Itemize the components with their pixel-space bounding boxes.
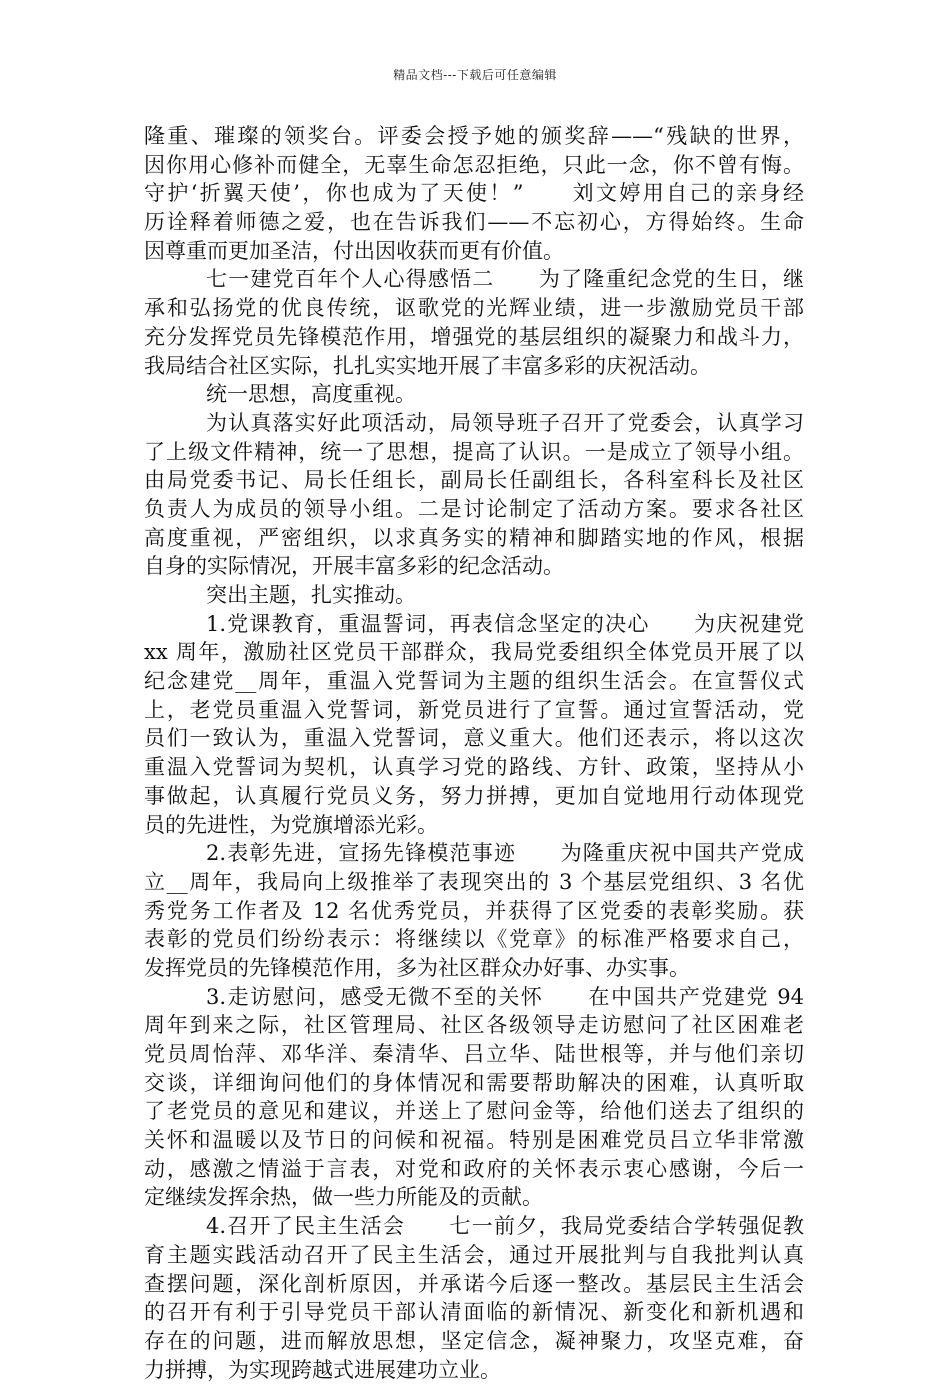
text-line: 承和弘扬党的优良传统，讴歌党的光辉业绩，进一步激励党员干部 — [144, 296, 804, 321]
text-line: 员们一致认为，重温入党誓词，意义重大。他们还表示，将以这次 — [144, 726, 804, 751]
text-line: 4.召开了民主生活会 七一前夕，我局党委结合学转强促教 — [206, 1214, 804, 1239]
text-line: 事做起，认真履行党员义务，努力拼搏，更加自觉地用行动体现党 — [144, 783, 804, 808]
text-line: 关怀和温暖以及节日的问候和祝福。特别是困难党员吕立华非常激 — [144, 1128, 804, 1153]
text-line: 立__周年，我局向上级推举了表现突出的 3 个基层党组织、3 名优 — [144, 869, 804, 894]
text-line: 查摆问题，深化剖析原因，并承诺今后逐一整改。基层民主生活会 — [144, 1271, 804, 1296]
text-line: 交谈，详细询问他们的身体情况和需要帮助解决的困难，认真听取 — [144, 1070, 804, 1095]
text-line: 了老党员的意见和建议，并送上了慰问金等，给他们送去了组织的 — [144, 1099, 804, 1124]
text-line: 3.走访慰问，感受无微不至的关怀 在中国共产党建党 94 — [206, 984, 804, 1009]
text-line: 历诠释着师德之爱，也在告诉我们——不忘初心，方得始终。生命 — [144, 210, 804, 235]
page-header: 精品文档---下载后可任意编辑 — [393, 68, 557, 82]
text-line: 隆重、璀璨的领奖台。评委会授予她的颁奖辞——“残缺的世界， — [144, 124, 804, 148]
text-line: 定继续发挥余热，做一些力所能及的贡献。 — [144, 1185, 543, 1210]
text-line: 动，感激之情溢于言表，对党和政府的关怀表示衷心感谢，今后一 — [144, 1156, 804, 1181]
text-line: 高度重视，严密组织，以求真务实的精神和脚踏实地的作风，根据 — [144, 525, 804, 550]
text-line: 的召开有利于引导党员干部认清面临的新情况、新变化和新机遇和 — [144, 1300, 804, 1325]
text-line: 1.党课教育，重温誓词，再表信念坚定的决心 为庆祝建党 — [206, 611, 804, 636]
text-line: 自身的实际情况，开展丰富多彩的纪念活动。 — [144, 554, 564, 579]
text-line: 2.表彰先进，宣扬先锋模范事迹 为隆重庆祝中国共产党成 — [206, 841, 804, 866]
text-line: xx 周年，激励社区党员干部群众，我局党委组织全体党员开展了以 — [144, 640, 804, 665]
text-line: 守护‘折翼天使’，你也成为了天使！” 刘文婷用自己的亲身经 — [144, 181, 804, 206]
text-line: 为认真落实好此项活动，局领导班子召开了党委会，认真学习 — [206, 410, 804, 435]
text-line: 力拼搏，为实现跨越式进展建功立业。 — [144, 1357, 501, 1382]
text-line: 负责人为成员的领导小组。二是讨论制定了活动方案。要求各社区 — [144, 496, 804, 521]
text-line: 七一建党百年个人心得感悟二 为了隆重纪念党的生日，继 — [206, 267, 804, 292]
text-line: 纪念建党__周年，重温入党誓词为主题的组织生活会。在宣誓仪式 — [144, 669, 804, 694]
text-line: 育主题实践活动召开了民主生活会，通过开展批判与自我批判认真 — [144, 1242, 804, 1267]
text-line: 上，老党员重温入党誓词，新党员进行了宣誓。通过宣誓活动，党 — [144, 697, 804, 722]
text-line: 发挥党员的先锋模范作用，多为社区群众办好事、办实事。 — [144, 955, 690, 980]
text-line: 统一思想，高度重视。 — [206, 382, 416, 407]
text-line: 因你用心修补而健全，无辜生命怎忍拒绝，只此一念，你不曾有悔。 — [144, 152, 804, 177]
text-line: 了上级文件精神，统一了思想，提高了认识。一是成立了领导小组。 — [144, 439, 804, 464]
text-line: 员的先进性，为党旗增添光彩。 — [144, 812, 438, 837]
text-line: 充分发挥党员先锋模范作用，增强党的基层组织的凝聚力和战斗力， — [144, 324, 804, 349]
text-line: 党员周怡萍、邓华洋、秦清华、吕立华、陆世根等，并与他们亲切 — [144, 1042, 804, 1066]
text-line: 表彰的党员们纷纷表示：将继续以《党章》的标准严格要求自己， — [144, 927, 804, 952]
text-line: 存在的问题，进而解放思想，坚定信念，凝神聚力，攻坚克难，奋 — [144, 1328, 804, 1353]
text-line: 因尊重而更加圣洁，付出因收获而更有价值。 — [144, 238, 564, 263]
text-line: 周年到来之际，社区管理局、社区各级领导走访慰问了社区困难老 — [144, 1013, 804, 1038]
text-line: 突出主题，扎实推动。 — [206, 583, 416, 607]
text-line: 重温入党誓词为契机，认真学习党的路线、方针、政策，坚持从小 — [144, 755, 804, 780]
document-body — [144, 122, 804, 1384]
text-line: 由局党委书记、局长任组长，副局长任副组长，各科室科长及社区 — [144, 468, 804, 493]
text-line: 我局结合社区实际，扎扎实实地开展了丰富多彩的庆祝活动。 — [144, 353, 711, 378]
text-line: 秀党务工作者及 12 名优秀党员，并获得了区党委的表彰奖励。获 — [144, 898, 804, 923]
